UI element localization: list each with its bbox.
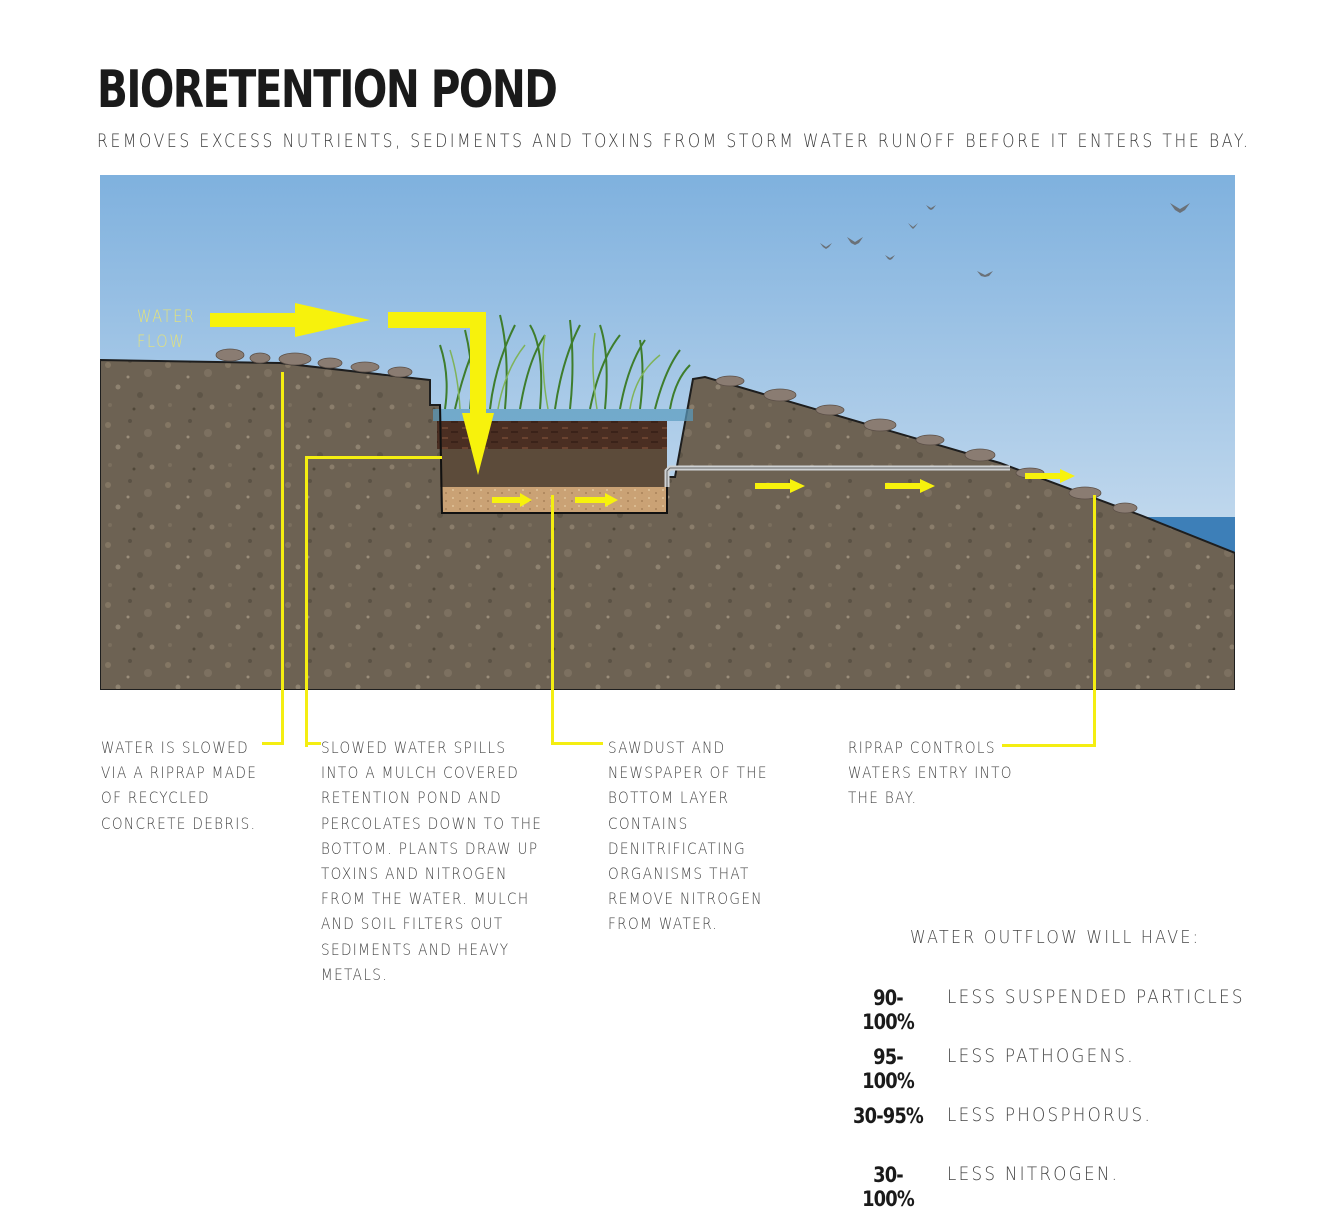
leader-line-1-horizontal	[262, 742, 284, 745]
leader-line-4-vertical	[1093, 495, 1096, 745]
caption-bottom-layer: SAWDUST AND NEWSPAPER OF THE BOTTOM LAYER CONTAINS DENITRIFICATING ORGANISMS THAT REMOVE NITROGEN FROM WATER.	[608, 738, 768, 934]
caption-riprap-outlet: RIPRAP CONTROLS WATERS ENTRY INTO THE BAY.	[848, 738, 1013, 808]
caption-retention-pond: SLOWED WATER SPILLS INTO A MULCH COVERED RETENTION POND AND PERCOLATES DOWN TO THE BOTTOM. PLANTS DRAW UP TOXINS AND NITROGEN FROM THE WATER. MULCH AND SOIL FILTERS OUT SEDIMENTS AND HEAVY METALS.	[321, 738, 543, 984]
leader-line-2-top	[305, 456, 442, 459]
stat-label: LESS PATHOGENS.	[947, 1045, 1135, 1067]
leader-line-3-horizontal	[551, 742, 603, 745]
page-subtitle: REMOVES EXCESS NUTRIENTS, SEDIMENTS AND TOXINS FROM STORM WATER RUNOFF BEFORE IT ENTERS THE BAY.	[97, 130, 1251, 152]
caption-riprap-inlet: WATER IS SLOWED VIA A RIPRAP MADE OF RECYCLED CONCRETE DEBRIS.	[101, 738, 258, 833]
sawdust-layer	[442, 487, 667, 513]
stat-value: 90-100%	[862, 986, 914, 1034]
leader-line-4-horizontal	[1002, 744, 1096, 747]
stat-row	[845, 1045, 1285, 1093]
cross-section-diagram	[100, 175, 1235, 690]
stat-row	[845, 1104, 1285, 1138]
stat-row	[845, 986, 1285, 1034]
stat-label: LESS SUSPENDED PARTICLES	[947, 986, 1245, 1008]
stat-value: 30-100%	[862, 1163, 914, 1211]
leader-line-3-vertical	[551, 495, 554, 745]
stat-value: 30-95%	[853, 1104, 923, 1128]
stats-heading: WATER OUTFLOW WILL HAVE:	[910, 927, 1201, 948]
leader-line-2-bottom	[305, 742, 321, 745]
stat-row	[845, 1163, 1285, 1211]
stat-value: 95-100%	[862, 1045, 914, 1093]
leader-line-2-vertical	[305, 456, 308, 747]
water-flow-label: WATER FLOW	[137, 307, 196, 352]
page-title: BIORETENTION POND	[97, 60, 557, 120]
stat-label: LESS PHOSPHORUS.	[947, 1104, 1153, 1126]
leader-line-1-vertical	[281, 372, 284, 744]
stat-label: LESS NITROGEN.	[947, 1163, 1120, 1185]
